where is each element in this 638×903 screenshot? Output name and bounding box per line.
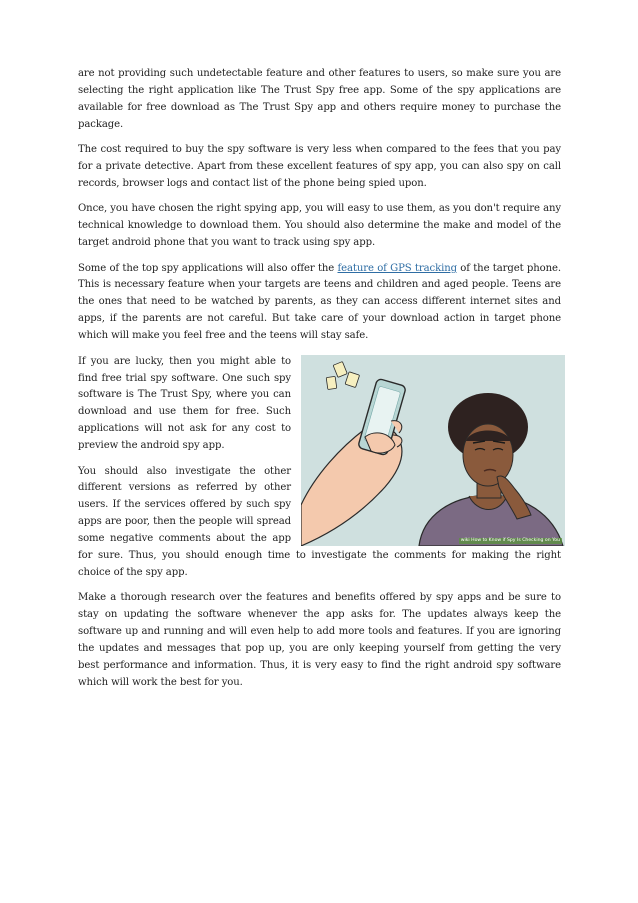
paragraph-4-start: Some of the top spy applications will also offer the (78, 262, 338, 274)
paragraph-2: The cost required to buy the spy software is very less when compared to the fees that you pay for a private detective. Apart from these excellent features of spy app, you can also spy on call records, browser logs and contact list of the phone being spied upon. (78, 144, 561, 189)
paragraph-5: If you are lucky, then you might able to find free trial spy software. One such spy software is The Trust Spy, where you can download and use them for free. Such applications will not ask for any cost to preview the android spy app. (78, 355, 291, 452)
document-page (78, 66, 561, 700)
paragraph-4-end: of the target phone. This is necessary feature when your targets are teens and children and aged people. Teens are the ones that need to be watched by parents, as they can access different internet sites and apps, if the parents are not careful. But take care of your download action in target phone which will make you feel free and the teens will stay safe. (78, 262, 562, 342)
paragraph-7: Make a thorough research over the features and benefits offered by spy apps and be sure to stay on updating the software whenever the app asks for. The updates always keep the software up and running and will even help to add more tools and features. If you are ignoring the updates and messages that pop up, you are only keeping yourself from getting the very best performance and information. Thus, it is very easy to find the right android spy software which will work the best for you. (78, 592, 561, 688)
paragraph-1: are not providing such undetectable feature and other features to users, so make sure you are selecting the right application like The Trust Spy free app. Some of the spy applications are available for free download as The Trust Spy app and others require money to purchase the package. (78, 68, 561, 130)
paragraph-3: Once, you have chosen the right spying app, you will easy to use them, as you don't require any technical knowledge to download them. You should also determine the make and model of the target android phone that you want to track using spy app. (78, 203, 561, 249)
paragraph-4 (78, 261, 561, 346)
illustration-woman-with-phone (301, 355, 565, 546)
illustration-drawing (301, 355, 565, 546)
image-watermark: wiki How to Know if Spy Is Checking on You (460, 537, 560, 543)
paragraph-6: You should also investigate the other different versions as referred by other users. If the services offered by such spy apps are poor, then the people will spread some negative comments about the app for sure. Thus, you should enough time to investigate the comments for making the right choice of the spy app. (78, 465, 561, 578)
gps-tracking-link[interactable]: feature of GPS tracking (337, 262, 457, 274)
